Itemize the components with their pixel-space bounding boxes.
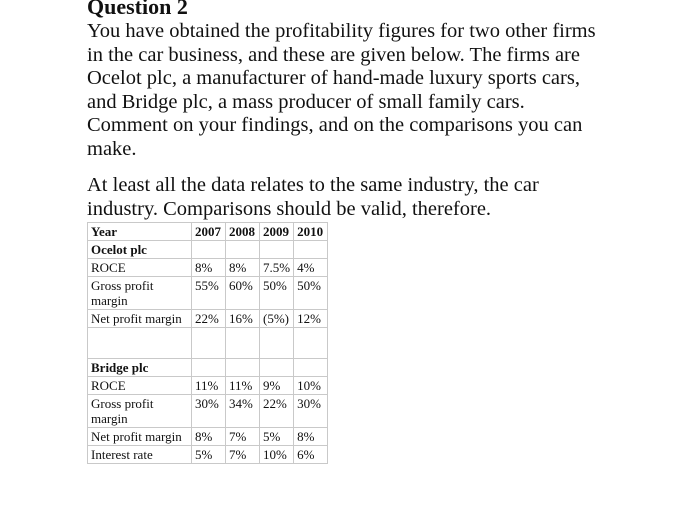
intro-line: make. [87,137,137,160]
table-cell: 50% [260,277,294,310]
table-row [88,259,328,277]
row-label: ROCE [88,377,192,395]
table-cell: 6% [294,446,328,464]
row-label: ROCE [88,259,192,277]
table-cell: 22% [192,310,226,328]
table-cell: 22% [260,395,294,428]
table-cell: 16% [226,310,260,328]
table-cell: 9% [260,377,294,395]
year-2008-header: 2008 [226,223,260,241]
table-cell: 10% [260,446,294,464]
table-cell: 8% [226,259,260,277]
table-row [88,310,328,328]
profitability-table [87,222,328,464]
intro-line: and Bridge plc, a mass producer of small family cars. [87,90,525,113]
table-cell: 4% [294,259,328,277]
table-row [88,446,328,464]
table-cell: 55% [192,277,226,310]
intro-line: Ocelot plc, a manufacturer of hand-made luxury sports cars, [87,67,580,89]
year-2007-header: 2007 [192,223,226,241]
intro-line: in the car business, and these are given below. The firms are [87,43,580,66]
intro-line: You have obtained the profitability figures for two other firms [87,20,596,42]
question-title: Question 2 [87,0,188,19]
table-cell: 12% [294,310,328,328]
answer-line: At least all the data relates to the same industry, the car [87,174,539,196]
table-row [88,428,328,446]
answer-text [87,174,647,221]
table-cell: 8% [192,259,226,277]
row-label: Gross profit margin [88,277,192,310]
table-header-row [88,223,328,241]
table-cell: 60% [226,277,260,310]
table-cell: 11% [192,377,226,395]
ocelot-name: Ocelot plc [88,241,192,259]
table-cell: 30% [192,395,226,428]
table-cell: 8% [192,428,226,446]
table-cell: 34% [226,395,260,428]
table-cell: 7% [226,446,260,464]
year-2010-header: 2010 [294,223,328,241]
row-label: Interest rate [88,446,192,464]
table-cell: 11% [226,377,260,395]
table-row [88,377,328,395]
question-intro [87,20,647,161]
row-label: Net profit margin [88,428,192,446]
table-cell: 30% [294,395,328,428]
year-2009-header: 2009 [260,223,294,241]
table-row [88,277,328,310]
bridge-name: Bridge plc [88,359,192,377]
answer-line: industry. Comparisons should be valid, therefore. [87,197,492,220]
table-cell: 5% [192,446,226,464]
table-cell: 7.5% [260,259,294,277]
row-label: Net profit margin [88,310,192,328]
table-cell: 7% [226,428,260,446]
table-cell: 5% [260,428,294,446]
ocelot-section-row [88,241,328,259]
row-label: Gross profit margin [88,395,192,428]
table-cell: (5%) [260,310,294,328]
intro-line: Comment on your findings, and on the comparisons you can [87,114,583,136]
table-row [88,395,328,428]
bridge-section-row [88,359,328,377]
table-cell: 8% [294,428,328,446]
spacer-row [88,328,328,359]
table-cell: 10% [294,377,328,395]
table-cell: 50% [294,277,328,310]
year-header: Year [88,223,192,241]
